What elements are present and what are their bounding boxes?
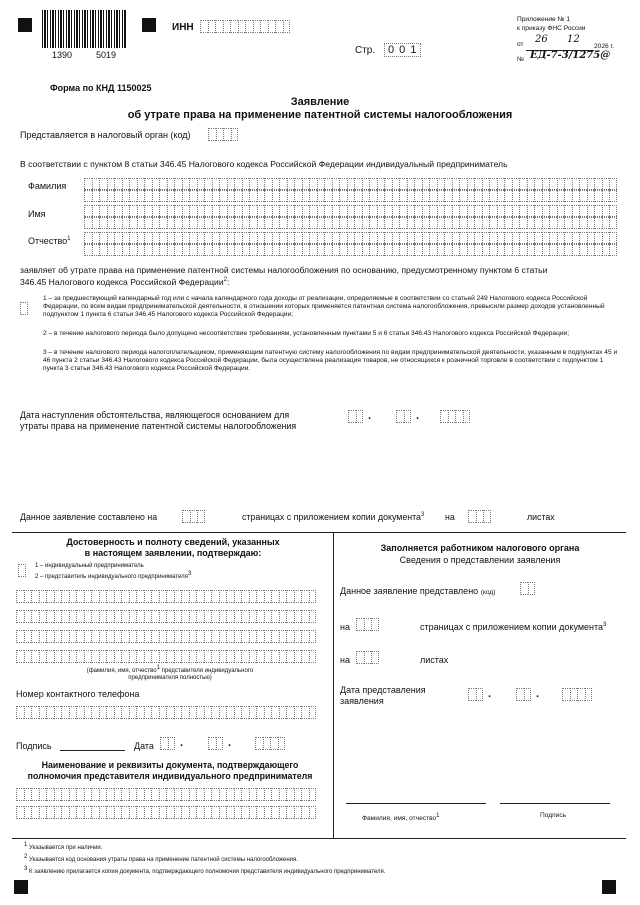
officer-fio-label: Фамилия, имя, отчество$^1$ xyxy=(362,813,440,823)
right-sheets-label: листах xyxy=(420,655,449,665)
representative-name-row-3[interactable] xyxy=(16,630,316,643)
representative-name-row-1[interactable] xyxy=(16,590,316,603)
phone-field[interactable] xyxy=(16,706,316,719)
patronymic-label: Отчество$^1$ xyxy=(28,236,71,246)
circumstance-date-label2: утраты права на применение патентной системы налогообложения xyxy=(20,421,297,431)
pages-count-field[interactable] xyxy=(182,510,205,523)
tax-organ-code-field[interactable] xyxy=(208,128,238,141)
declaration-line1: заявляет об утрате права на применение патентной системы налогообложения по основанию, предусмотренному пунктом 6 статьи xyxy=(20,265,548,275)
appendix-line1: Приложение № 1 xyxy=(517,16,571,23)
inn-label: ИНН xyxy=(172,22,194,33)
phone-label: Номер контактного телефона xyxy=(16,689,140,699)
pages-label: Данное заявление составлено на xyxy=(20,512,158,522)
confirmer-option-2: 2 – представитель индивидуального предпринимателя$^3$ xyxy=(35,571,192,580)
patronymic-row-2[interactable] xyxy=(84,243,617,256)
circumstance-month-field[interactable] xyxy=(396,410,411,423)
confirmer-option-1: 1 – индивидуальный предприниматель xyxy=(35,563,144,569)
representative-name-row-2[interactable] xyxy=(16,610,316,623)
submission-year-field[interactable] xyxy=(562,688,592,701)
sign-month-field[interactable] xyxy=(208,737,223,750)
barcode-number-left: 1390 xyxy=(52,50,73,60)
pages-mid-text: страницах с приложением копии документа$^3$ xyxy=(242,512,425,522)
registration-mark-top-left xyxy=(18,18,32,32)
surname-label: Фамилия xyxy=(28,181,67,191)
declaration-line2: 346.45 Налогового кодекса Российской Федерации$^2$: xyxy=(20,277,230,287)
sign-year-field[interactable] xyxy=(255,737,285,750)
order-number: ЕД-7-3/1275@ xyxy=(530,50,611,61)
intro-text: В соответствии с пунктом 8 статьи 346.45 Налогового кодекса Российской Федерации индивидуальный предприниматель xyxy=(20,159,508,169)
submission-month-field[interactable] xyxy=(516,688,531,701)
right-pages-text: страницах с приложением копии документа$^3$ xyxy=(420,622,607,632)
footnote-3: $^3$ К заявлению прилагается копия документа, подтверждающего полномочия представителя индивидуального предпринимателя. xyxy=(24,866,386,875)
submitted-label: Данное заявление представлено (код) xyxy=(340,586,496,596)
registration-mark-top-center xyxy=(142,18,156,32)
right-on-label2: на xyxy=(340,655,350,665)
authority-document-row-1[interactable] xyxy=(16,788,316,801)
form-subtitle: об утрате права на применение патентной системы налогообложения xyxy=(127,109,513,121)
circumstance-day-field[interactable] xyxy=(348,410,363,423)
submission-day-field[interactable] xyxy=(468,688,483,701)
registration-mark-bottom-left xyxy=(14,880,28,894)
order-no-label: № xyxy=(517,56,525,63)
officer-sign-label: Подпись xyxy=(540,812,567,819)
signature-line[interactable] xyxy=(60,750,125,751)
officer-fio-line[interactable] xyxy=(346,803,486,804)
sign-date-label: Дата xyxy=(134,741,154,751)
reason-2: 2 – в течение налогового периода было допущено несоответствие требованиям, установленным пунктами 5 и 6 статьи 346.43 Налогового кодекса Российской Федерации; xyxy=(43,330,570,337)
right-sheets-field[interactable] xyxy=(356,651,379,664)
officer-sign-line[interactable] xyxy=(500,803,610,804)
name-label: Имя xyxy=(28,209,46,219)
right-subtitle: Сведения о представлении заявления xyxy=(399,555,561,565)
representative-name-row-4[interactable] xyxy=(16,650,316,663)
sheets-label: листах xyxy=(527,512,555,522)
right-pages-field[interactable] xyxy=(356,618,379,631)
footnote-1: $^1$ Указывается при наличии. xyxy=(24,842,103,851)
barcode xyxy=(42,10,127,48)
right-on-label: на xyxy=(340,622,350,632)
footnote-2: $^2$ Указывается код основания утраты права на применение патентной системы налогообложения. xyxy=(24,854,298,863)
authority-document-row-2[interactable] xyxy=(16,806,316,819)
doc-title2: полномочия представителя индивидуального предпринимателя xyxy=(27,771,313,781)
page-number: 0 0 1 xyxy=(384,43,421,57)
confirm-title2: в настоящем заявлении, подтверждаю: xyxy=(84,548,262,558)
inn-field[interactable] xyxy=(200,20,290,33)
rep-caption: (фамилия, имя, отчество$^1$ представителя индивидуального предпринимателя полностью) xyxy=(86,665,254,681)
submitted-code-field[interactable] xyxy=(520,582,535,595)
circumstance-date-label1: Дата наступления обстоятельства, являющегося основанием для xyxy=(20,410,290,420)
tax-organ-label: Представляется в налоговый орган (код) xyxy=(20,130,191,140)
confirmer-type-field[interactable] xyxy=(18,564,26,577)
barcode-number-right: 5019 xyxy=(96,50,117,60)
doc-title1: Наименование и реквизиты документа, подтверждающего xyxy=(41,760,299,770)
page-label: Стр. xyxy=(355,45,376,56)
surname-row-2[interactable] xyxy=(84,189,617,202)
order-day: 26 xyxy=(535,34,548,45)
order-month: 12 xyxy=(567,34,580,45)
pages-on-label: на xyxy=(445,512,455,522)
submission-date-label2: заявления xyxy=(340,696,384,706)
appendix-line2: к приказу ФНС России xyxy=(517,25,586,32)
form-title: Заявление xyxy=(290,96,350,108)
registration-mark-bottom-right xyxy=(602,880,616,894)
sheets-count-field[interactable] xyxy=(468,510,491,523)
reason-code-field[interactable] xyxy=(20,302,28,315)
sign-day-field[interactable] xyxy=(160,737,175,750)
submission-date-label1: Дата представления xyxy=(340,685,426,695)
knd-code: Форма по КНД 1150025 xyxy=(50,83,152,93)
reason-1: 1 – за предшествующий календарный год или с начала календарного года доходы от реализации, определяемые в соответствии со статьей 249 Налогового кодекса Российской Федерации, по всем видам предпринимательской деятельности, в отношении которых применяется патентная система налогообложения, превысили размер доходов установленный подпунктом 1 пункта 6 статьи 346.45 Налогового кодекса Российской Федерации; xyxy=(43,295,605,318)
circumstance-year-field[interactable] xyxy=(440,410,470,423)
reason-3: 3 – в течение налогового периода налогоплательщиком, применяющим патентную систему налогообложения по видам предпринимательской деятельности, указанным в подпунктах 45 и 46 пункта 2 статьи 346.43 Налогового кодекса Российской Федерации, была осуществлена реализация товаров, не относящихся к розничной торговле в соответствии с подпунктом 1 пункта 3 статьи 346.43 Налогового кодекса Российской Федерации. xyxy=(43,349,618,372)
signature-label: Подпись xyxy=(16,741,52,751)
order-from-label: от xyxy=(517,41,524,48)
confirm-title1: Достоверность и полноту сведений, указанных xyxy=(66,537,280,547)
order-year: 2026 г. xyxy=(594,43,614,50)
right-title: Заполняется работником налогового органа xyxy=(380,543,580,553)
name-row-2[interactable] xyxy=(84,216,617,229)
